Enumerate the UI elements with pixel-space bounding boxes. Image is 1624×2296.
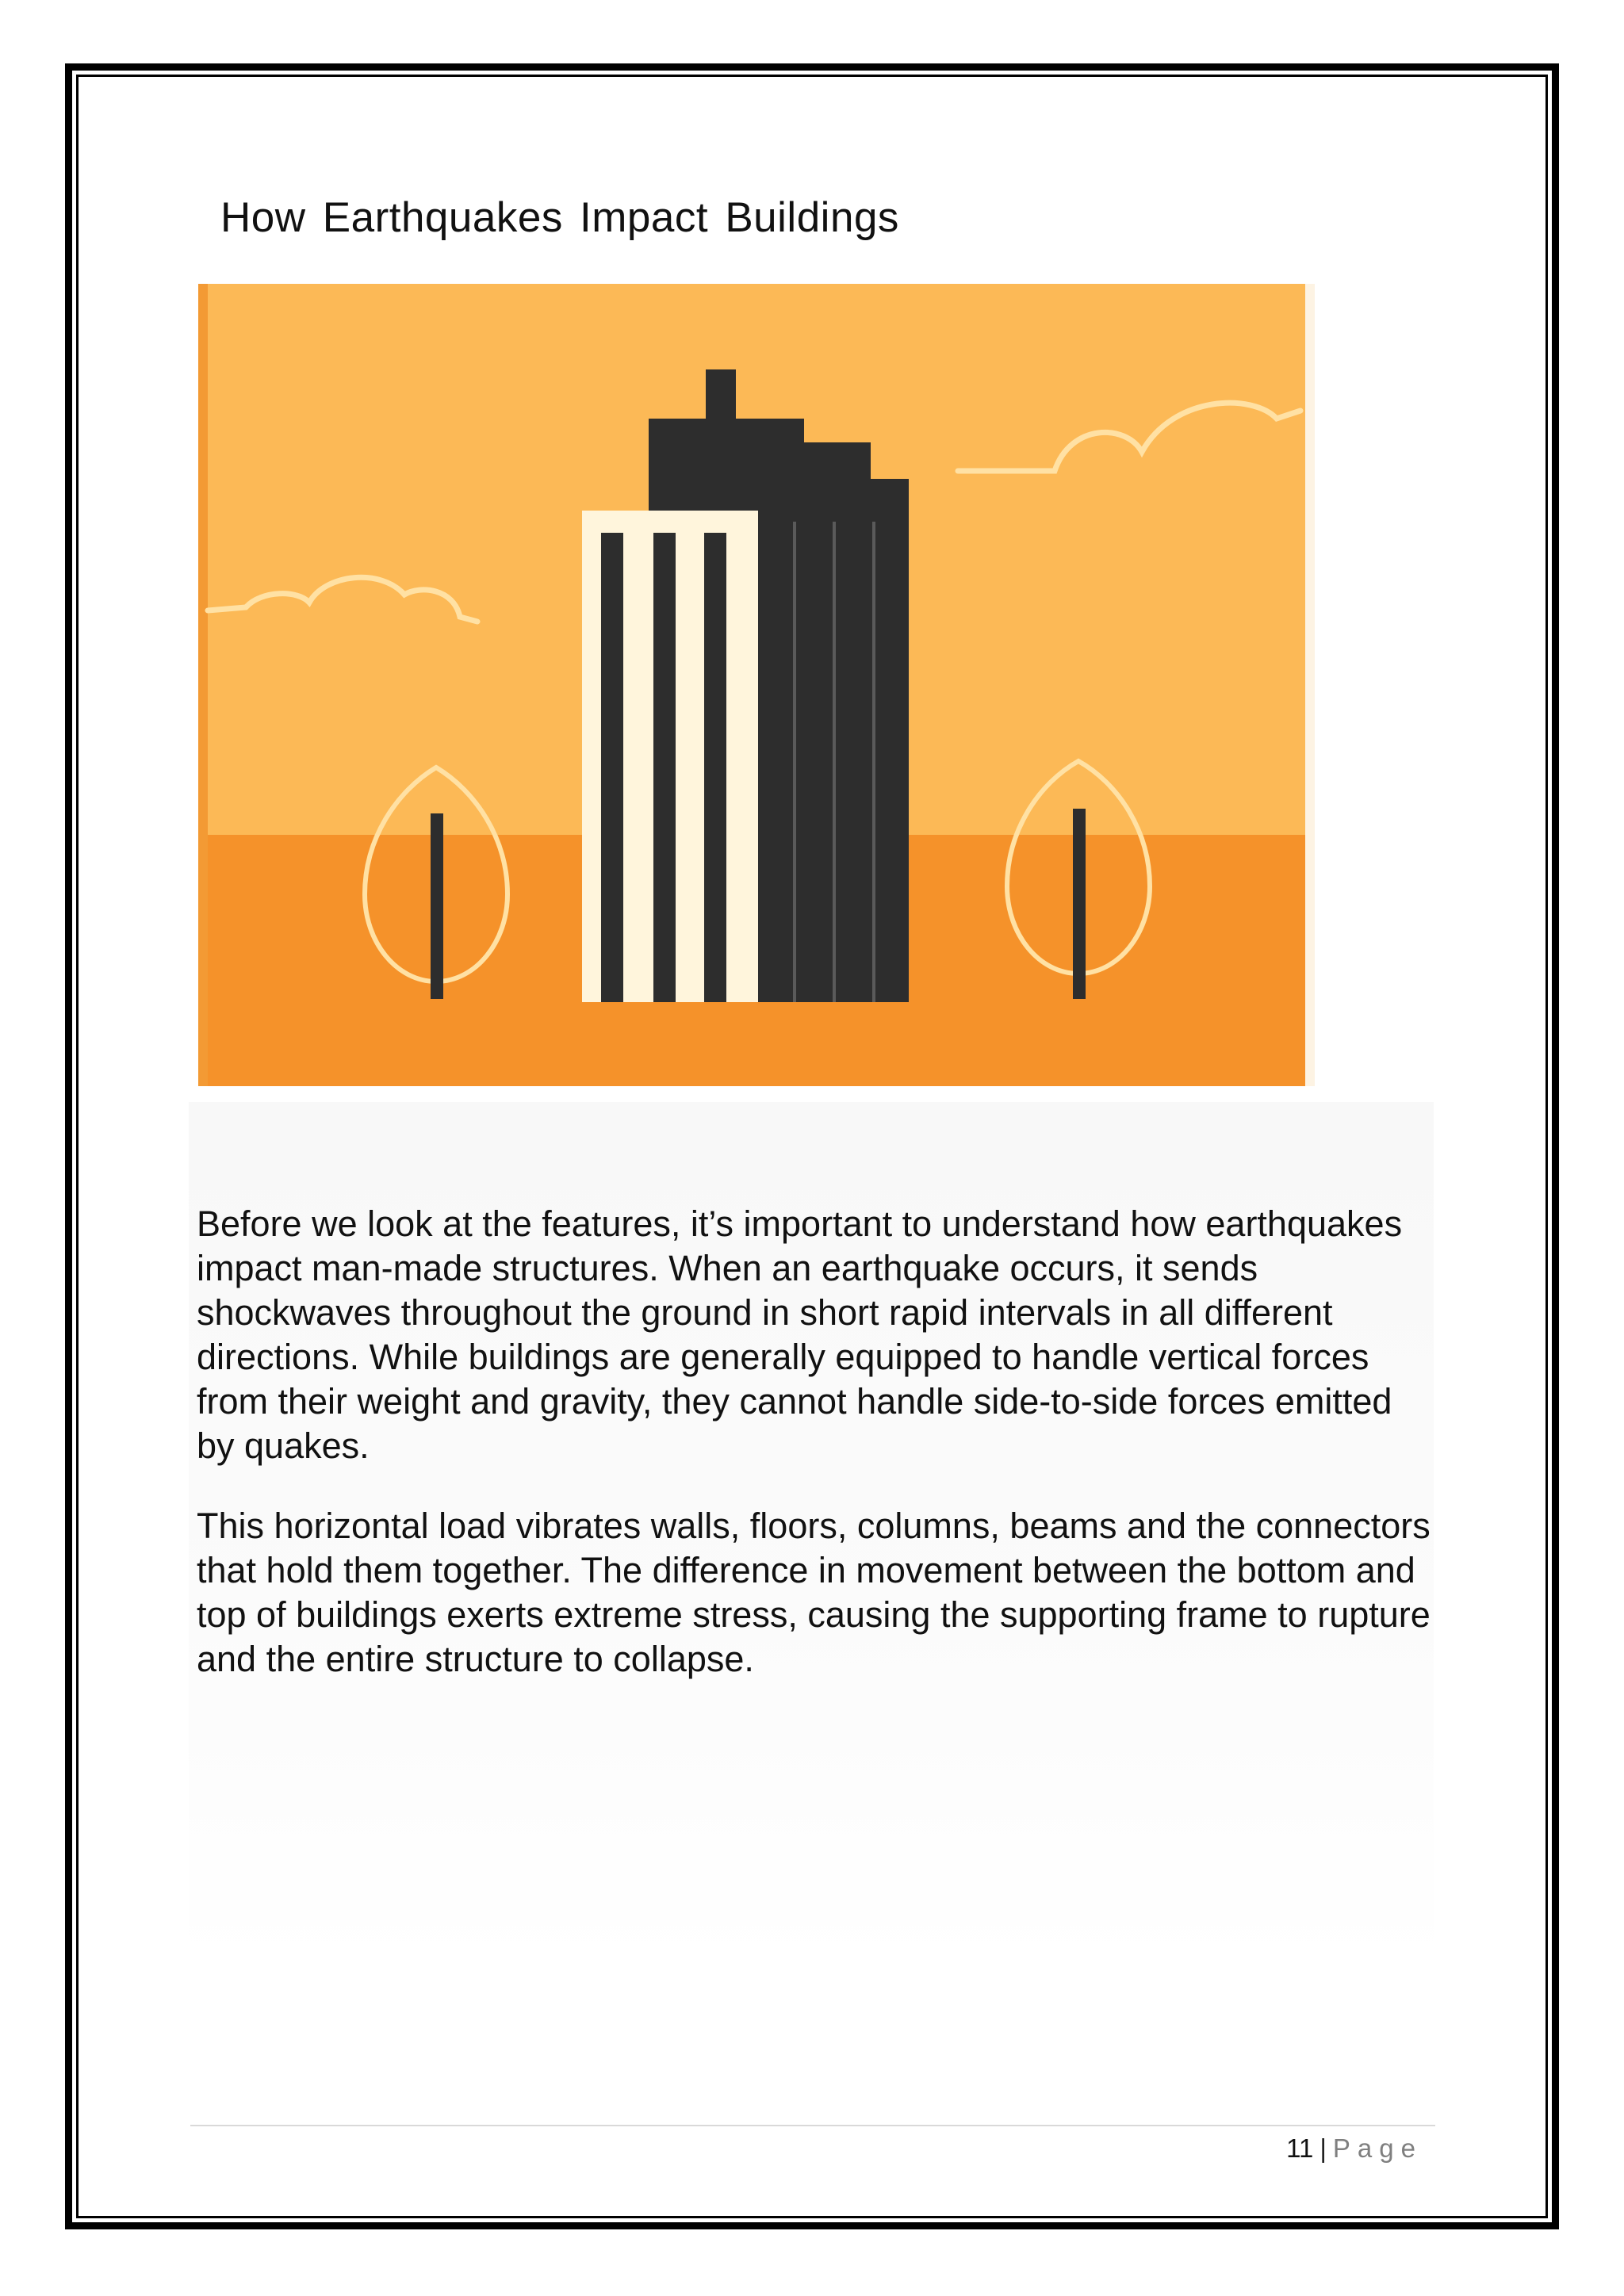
footer-separator: | <box>1320 2133 1327 2163</box>
right-tree-trunk-icon <box>1073 809 1086 999</box>
left-tree-trunk-icon <box>431 813 443 999</box>
left-edge-strip <box>198 284 208 1086</box>
page-label: Page <box>1332 2133 1423 2163</box>
skyscraper-with-trees-illustration <box>198 284 1315 1086</box>
footer-divider <box>190 2125 1435 2126</box>
right-edge-strip <box>1305 284 1315 1086</box>
page-footer <box>1286 2133 1423 2164</box>
page-title: How Earthquakes Impact Buildings <box>220 194 899 241</box>
page-number: 11 <box>1286 2133 1314 2163</box>
body-paragraph: Before we look at the features, it’s important to understand how earthquakes impact man-made structures. When an earthquake occurs, it sends shockwaves throughout the ground in short rapid intervals in all different directions. While buildings are generally equipped to handle vertical forces from their weight and gravity, they cannot handle side-to-side forces emitted by quakes. <box>197 1203 1403 1466</box>
body-paragraph: This horizontal load vibrates walls, floors, columns, beams and the connectors that hold them together. The difference in movement between the bottom and top of buildings exerts extreme stress, causing the supporting frame to rupture and the entire structure to collapse. <box>197 1506 1431 1679</box>
